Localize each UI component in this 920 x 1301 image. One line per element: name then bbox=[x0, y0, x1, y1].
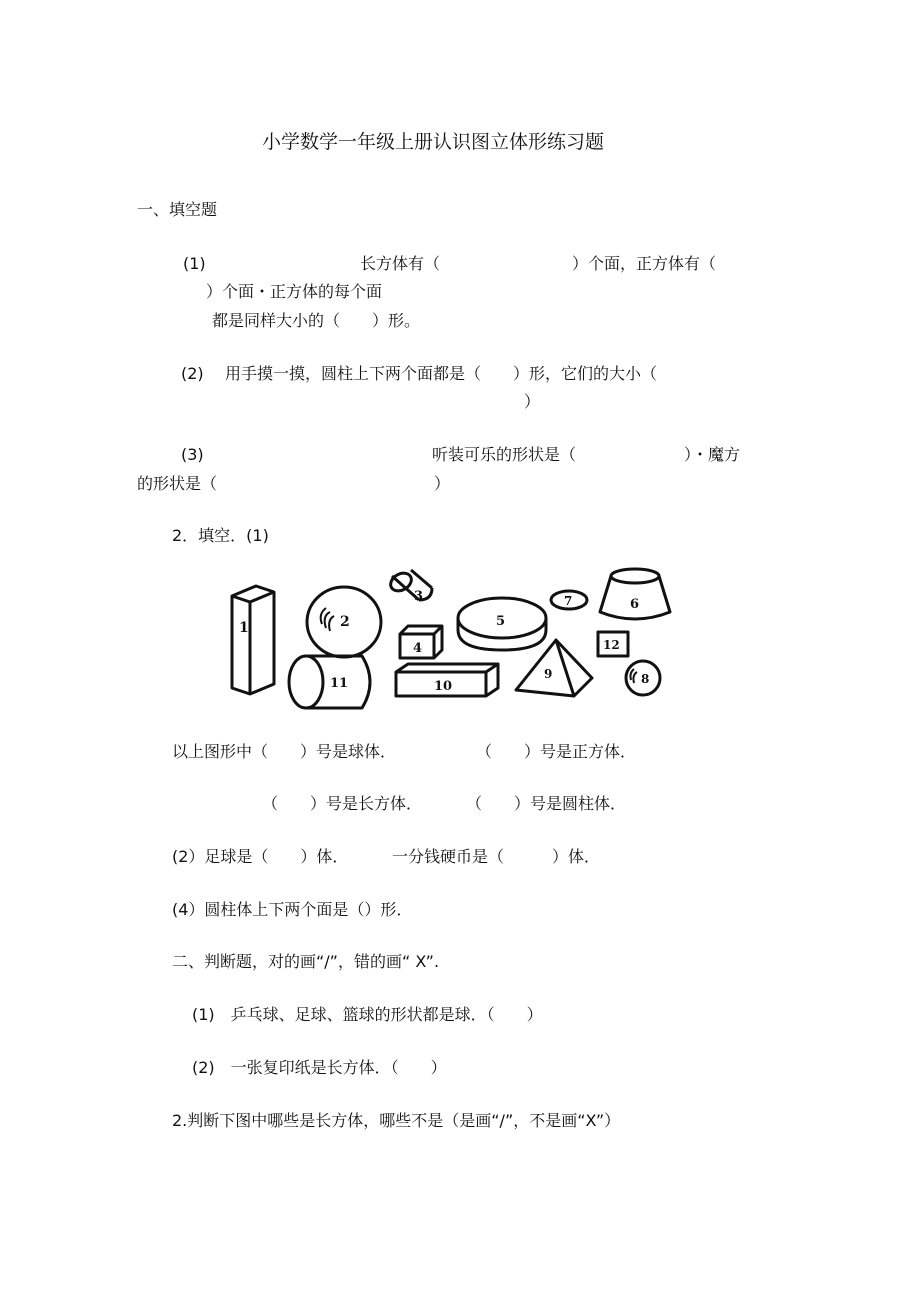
football-coin-line-b: 一分钱硬币是（ ）体． bbox=[392, 847, 601, 866]
cuboid-cylinder-line-a: （ ）号是长方体． bbox=[262, 794, 423, 813]
shape-4-cube bbox=[400, 626, 442, 658]
shape-label-4: 4 bbox=[413, 641, 423, 656]
shape-label-8: 8 bbox=[641, 672, 650, 686]
shape-label-6: 6 bbox=[630, 597, 640, 612]
cuboid-cylinder-line-b: （ ）号是圆柱体． bbox=[466, 794, 627, 813]
fill-blank-2-heading: 2．填空．(1) bbox=[172, 526, 269, 545]
q2-number: (2) bbox=[181, 364, 204, 383]
sphere-cube-line-a: 以上图形中（ ）号是球体． bbox=[172, 742, 397, 761]
shape-7-oval bbox=[551, 591, 587, 609]
shape-label-9: 9 bbox=[544, 667, 553, 681]
q3-text-part3: 的形状是（ bbox=[137, 474, 218, 493]
shape-label-5: 5 bbox=[496, 614, 506, 629]
shape-3-cylinder bbox=[387, 570, 432, 604]
section2-heading: 二、判断题，对的画“/”，错的画“ X”. bbox=[172, 952, 440, 971]
q1-text-part2: ）个面，正方体有（ bbox=[572, 254, 717, 273]
shape-5-disc bbox=[458, 598, 546, 650]
q2-text-part1: 用手摸一摸，圆柱上下两个面都是（ ）形，它们的大小（ bbox=[225, 364, 658, 383]
cylinder-faces-line: (4）圆柱体上下两个面是（）形． bbox=[172, 900, 413, 919]
q2-text-part2: ） bbox=[524, 392, 541, 411]
q1-text-part3: ）个面・正方体的每个面 bbox=[206, 282, 383, 301]
page-title: 小学数学一年级上册认识图立体形练习题 bbox=[262, 131, 605, 153]
shape-label-11: 11 bbox=[330, 676, 349, 691]
football-coin-line-a: (2）足球是（ ）体． bbox=[172, 847, 349, 866]
shape-label-12: 12 bbox=[603, 638, 620, 652]
q3-text-part4: ） bbox=[434, 474, 451, 493]
shape-label-2: 2 bbox=[340, 614, 350, 630]
shape-8-ball bbox=[626, 661, 660, 695]
shape-1-cuboid bbox=[232, 586, 274, 694]
shape-label-1: 1 bbox=[239, 620, 249, 636]
shape-12-square bbox=[598, 632, 628, 656]
q1-text-part1: 长方体有（ bbox=[360, 254, 441, 273]
shape-2-sphere bbox=[307, 587, 381, 657]
shape-11-cylinder bbox=[289, 656, 370, 708]
judge-q3: 2.判断下图中哪些是长方体，哪些不是（是画“/”，不是画“X”） bbox=[172, 1111, 621, 1130]
shape-10-long-cuboid bbox=[396, 664, 498, 696]
judge-q2: (2) 一张复印纸是长方体．（ ） bbox=[192, 1058, 447, 1077]
judge-q1: (1) 乒乓球、足球、篮球的形状都是球．（ ） bbox=[192, 1005, 543, 1024]
q3-text-part1: 听装可乐的形状是（ bbox=[432, 445, 577, 464]
section1-heading: 一、填空题 bbox=[137, 200, 218, 219]
q3-text-part2: ）・魔方 bbox=[684, 445, 741, 464]
shape-label-7: 7 bbox=[564, 594, 573, 608]
shape-label-10: 10 bbox=[434, 679, 453, 694]
shape-label-3: 3 bbox=[414, 589, 424, 604]
q1-number: (1) bbox=[183, 254, 206, 273]
sphere-cube-line-b: （ ）号是正方体． bbox=[476, 742, 637, 761]
q3-number: (3) bbox=[181, 445, 204, 464]
solid-shapes-figure bbox=[226, 566, 686, 716]
shape-6-frustum bbox=[600, 569, 670, 619]
q1-text-part4: 都是同样大小的（ ）形。 bbox=[212, 311, 421, 330]
